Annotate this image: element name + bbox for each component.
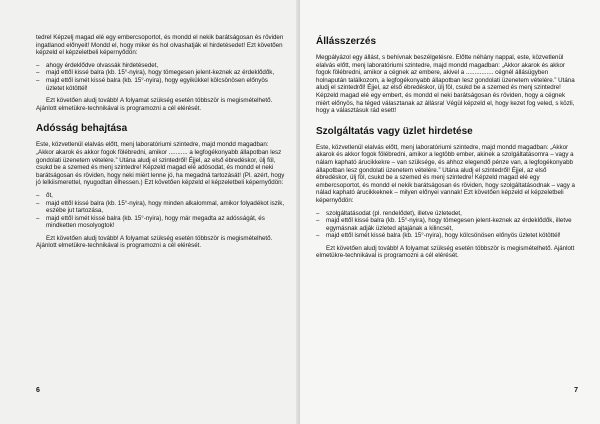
service-advertising-bullet-list (316, 210, 578, 240)
job-seeking-paragraph: Megpályázol egy állást, s behívnak beszélgetésre. Előtte néhány nappal, este, közvetlenül elalvás előtt, menj laboratóriumi szintedre, majd mondd magadban: „Akkor akarok és akkor fogok fölébredni, amikor a cégnek az embere, akivel a ................ cégnél állásügyben holnapután találkozom, a legfogékonyabb állapotban lesz gondolati üzenetem vételére.” Utána aludj el szintedről! Éjjel, az első ébredéskor, ülj föl, csukd be a szemed és menj szintedre! Képzeld magad elé egy embert, és mondd el neki barátságosan és röviden, hogy a cégnek miért előnyös, ha téged választanak az állásra! Végül képzeld el, hogy kezet fog veled, s közli, hogy a választásuk rád esett! (316, 54, 575, 115)
page-number: 6 (36, 387, 40, 394)
page-number: 7 (574, 387, 578, 394)
intro-closing-paragraph: Ezt követően aludj tovább! A folyamat szükség esetén többször is megismételhető. Ajánlott elmetükre-technikával is programozni a cél elérését. (36, 97, 273, 112)
section-heading-job-seeking: Állásszerzés (316, 36, 377, 47)
service-advertising-closing-paragraph: Ezt követően aludj tovább! A folyamat szükség esetén többször is megismételhető. Ajánlott elmetükre-technikával is programozni a cél elérését. (316, 244, 575, 260)
section-heading-service-advertising: Szolgáltatás vagy üzlet hirdetése (316, 125, 473, 137)
service-advertising-paragraph: Este, közvetlenül elalvás előtt, menj laboratóriumi szintedre, majd mondd magadban: „Akkor akarok és akkor fogok fölébredni, amikor a legtöbb ember, akinek a szolgáltatásomra – vagy a nálam kapható árucikkekre – van szüksége, és ahhoz elegendő pénze van, a legfogékonyabb állapotban lesz gondolati üzenetem vételére.” Utána aludj el szintedről! Éjjel, az első ébredéskor, ülj föl, csukd be a szemed és menj szintedre! Képzeld magad elé egy embercsoportot, és mondd el nekik barátságosan és röviden, hogy szolgáltatásodnak – vagy a nálad kapható árucikkeknek – milyen előnyei vannak! Ezt követően képzeld el képzeletbeli képernyődön: (316, 143, 575, 204)
list-item: – szolgáltatásodat (pl. rendelődet), illetve üzletedet, (316, 210, 578, 218)
list-item: – őt, (36, 192, 286, 200)
debt-collection-paragraph: Este, közvetlenül elalvás előtt, menj laboratóriumi szintedre, majd mondd magadban: „Akkor akarok és akkor fogok fölébredni, amikor ........... a legfogékonyabb állapotban lesz gondolati üzenetem vételére.” Utána aludj el szintedről! Éjjel, az első ébredéskor, ülj föl, csukd be a szemed és menj szintedre! Képzeld magad elé adósodat, és mondd el neki barátságosan és röviden, hogy neki miért lenne jó, ha megadná tartozását! (Pl. azért, hogy jó lelkiismerettel, nyugodtan élhessen.) Ezt követően képzeld el képzeletbeli képernyődön: (36, 141, 285, 187)
debt-collection-closing-paragraph: Ezt követően aludj tovább! A folyamat szükség esetén többször is megismételhető. Ajánlott elmetükre-technikával is programozni a cél elérését. (36, 234, 273, 250)
section-heading-debt-collection: Adósság behajtása (36, 123, 128, 135)
intro-paragraph: tedrel Képzelj magad elé egy embercsoportot, és mondd el nekik barátságosan és röviden ingatlanod előnyeit! Mondd el, hogy miker és hol olvashatják el hirdetésedet! Ezt követően képzeld el képzeletbeli képernyődön: (36, 34, 284, 57)
list-item: – majd ettől ismét kissé balra (kb. 15°-nyira), hogy kölcsönösen előnyös üzletet kötöttél! (316, 232, 578, 240)
list-item: – majd ettől kissé balra (kb. 15°-nyira), hogy tömegesen jelent-keznek az érdeklődők, illetve egymásnak adják üzleted ajtajának a kilincsét, (316, 217, 578, 232)
list-item: – majd ettől kissé balra (kb. 15°-nyira), hogy tömegesen jelent-keznek az érdeklődők, (36, 69, 286, 77)
intro-bullet-list (36, 62, 286, 92)
debt-collection-bullet-list (36, 192, 286, 230)
list-item: – majd ettől ismét kissé balra (kb. 15°-nyira), hogy egyikükkel kölcsönösen előnyös üzletet kötöttél! (36, 77, 286, 92)
list-item: – ahogy érdeklődve olvassák hirdetésedet, (36, 62, 286, 70)
list-item: – majd ettől ismét kissé balra (kb. 15°-nyira), hogy már megadta az adósságát, és mindketten mosolyogtok! (36, 215, 286, 230)
list-item: – majd ettől kissé balra (kb. 15°-nyira), hogy minden alkalommal, amikor folyadékot iszik, eszébe jut tartozása, (36, 200, 286, 215)
right-page (300, 0, 600, 424)
